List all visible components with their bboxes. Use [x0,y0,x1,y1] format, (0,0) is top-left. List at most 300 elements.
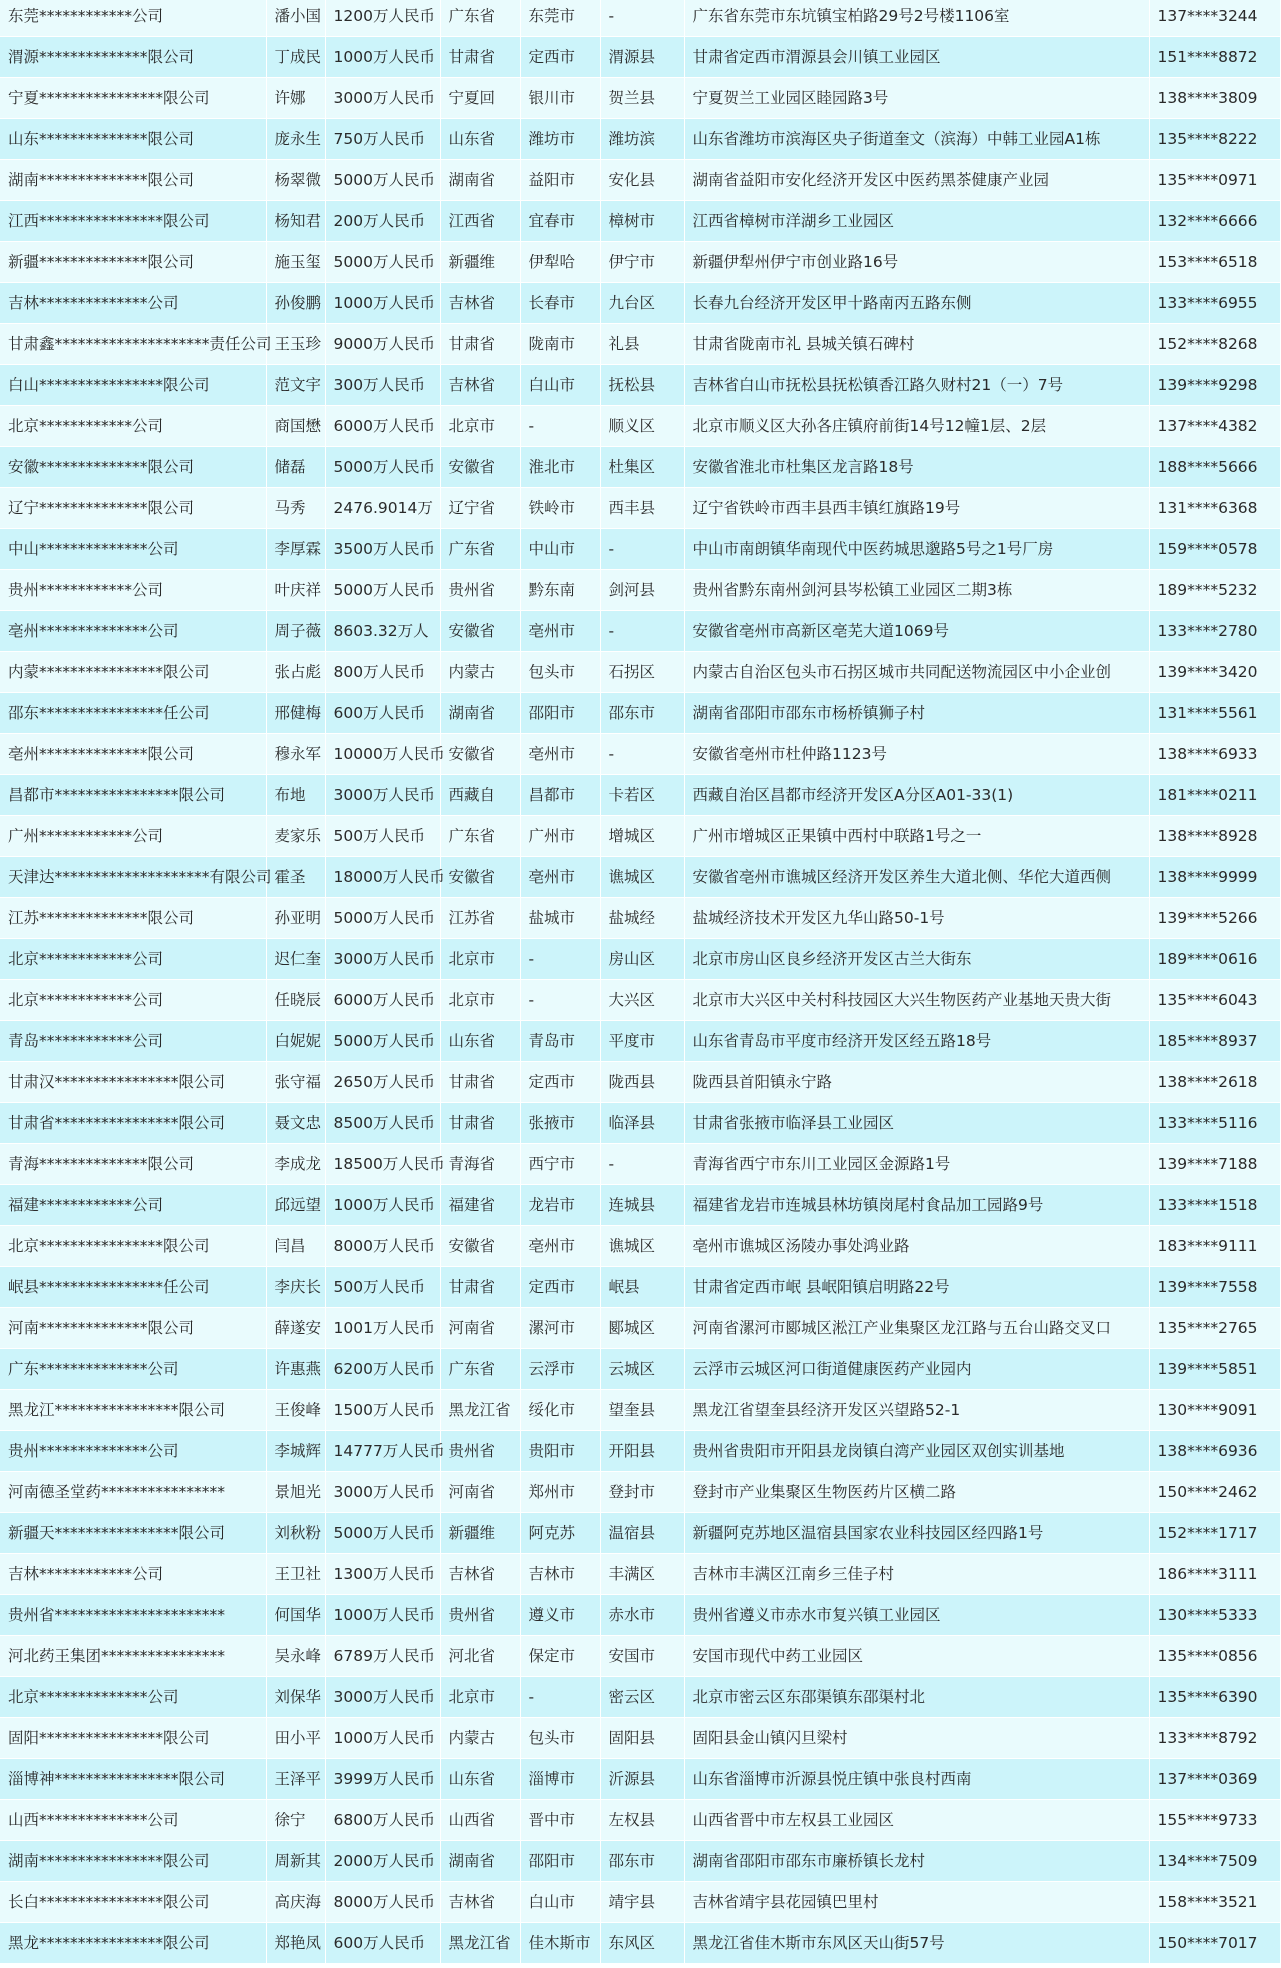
province-cell: 安徽省 [440,734,520,775]
legal-representative-cell: 李厚霖 [266,529,325,570]
address-cell: 湖南省邵阳市邵东市廉桥镇长龙村 [684,1841,1149,1882]
phone-cell: 137****0369 [1149,1759,1280,1800]
address-cell: 北京市密云区东邵渠镇东邵渠村北 [684,1677,1149,1718]
phone-cell: 189****0616 [1149,939,1280,980]
province-cell: 内蒙古 [440,652,520,693]
city-cell: 定西市 [520,1062,600,1103]
address-cell: 甘肃省张掖市临泽县工业园区 [684,1103,1149,1144]
table-row [0,693,1280,734]
phone-cell: 133****5116 [1149,1103,1280,1144]
district-cell: 东风区 [600,1923,684,1964]
city-cell: 遵义市 [520,1595,600,1636]
phone-cell: 139****7188 [1149,1144,1280,1185]
address-cell: 贵州省遵义市赤水市复兴镇工业园区 [684,1595,1149,1636]
city-cell: 佳木斯市 [520,1923,600,1964]
company-name-cell: 渭源**************限公司 [0,37,266,78]
province-cell: 贵州省 [440,570,520,611]
legal-representative-cell: 田小平 [266,1718,325,1759]
phone-cell: 139****5851 [1149,1349,1280,1390]
legal-representative-cell: 景旭光 [266,1472,325,1513]
phone-cell: 183****9111 [1149,1226,1280,1267]
phone-cell: 189****5232 [1149,570,1280,611]
legal-representative-cell: 郑艳凤 [266,1923,325,1964]
province-cell: 北京市 [440,406,520,447]
legal-representative-cell: 闫昌 [266,1226,325,1267]
province-cell: 湖南省 [440,693,520,734]
province-cell: 山东省 [440,1759,520,1800]
company-name-cell: 青海**************限公司 [0,1144,266,1185]
legal-representative-cell: 王卫社 [266,1554,325,1595]
legal-representative-cell: 邢健梅 [266,693,325,734]
district-cell: 潍坊滨 [600,119,684,160]
province-cell: 甘肃省 [440,37,520,78]
company-name-cell: 亳州**************公司 [0,611,266,652]
address-cell: 贵州省黔东南州剑河县岑松镇工业园区二期3栋 [684,570,1149,611]
legal-representative-cell: 聂文忠 [266,1103,325,1144]
registered-capital-cell: 5000万人民币 [325,160,440,201]
province-cell: 福建省 [440,1185,520,1226]
district-cell: 密云区 [600,1677,684,1718]
registered-capital-cell: 5000万人民币 [325,447,440,488]
district-cell: 丰满区 [600,1554,684,1595]
district-cell: - [600,1144,684,1185]
phone-cell: 135****0971 [1149,160,1280,201]
district-cell: 邵东市 [600,693,684,734]
phone-cell: 138****6936 [1149,1431,1280,1472]
legal-representative-cell: 杨翠微 [266,160,325,201]
district-cell: 安国市 [600,1636,684,1677]
company-name-cell: 甘肃汉****************限公司 [0,1062,266,1103]
registered-capital-cell: 1500万人民币 [325,1390,440,1431]
city-cell: 白山市 [520,1882,600,1923]
legal-representative-cell: 孙亚明 [266,898,325,939]
company-name-cell: 山西**************公司 [0,1800,266,1841]
city-cell: 铁岭市 [520,488,600,529]
table-row [0,1390,1280,1431]
phone-cell: 139****3420 [1149,652,1280,693]
address-cell: 湖南省益阳市安化经济开发区中医药黑茶健康产业园 [684,160,1149,201]
registered-capital-cell: 1000万人民币 [325,1718,440,1759]
district-cell: 剑河县 [600,570,684,611]
province-cell: 吉林省 [440,1882,520,1923]
phone-cell: 133****2780 [1149,611,1280,652]
registered-capital-cell: 2476.9014万 [325,488,440,529]
district-cell: 伊宁市 [600,242,684,283]
phone-cell: 186****3111 [1149,1554,1280,1595]
legal-representative-cell: 麦家乐 [266,816,325,857]
table-row [0,1021,1280,1062]
table-row [0,1062,1280,1103]
district-cell: 温宿县 [600,1513,684,1554]
address-cell: 安徽省淮北市杜集区龙言路18号 [684,447,1149,488]
district-cell: 礼县 [600,324,684,365]
legal-representative-cell: 吴永峰 [266,1636,325,1677]
province-cell: 北京市 [440,939,520,980]
city-cell: 云浮市 [520,1349,600,1390]
province-cell: 安徽省 [440,611,520,652]
registered-capital-cell: 5000万人民币 [325,1021,440,1062]
registered-capital-cell: 600万人民币 [325,1923,440,1964]
company-name-cell: 黑龙江****************限公司 [0,1390,266,1431]
address-cell: 安国市现代中药工业园区 [684,1636,1149,1677]
address-cell: 辽宁省铁岭市西丰县西丰镇红旗路19号 [684,488,1149,529]
table-row [0,1841,1280,1882]
address-cell: 黑龙江省佳木斯市东风区天山街57号 [684,1923,1149,1964]
city-cell: 银川市 [520,78,600,119]
registered-capital-cell: 800万人民币 [325,652,440,693]
district-cell: 沂源县 [600,1759,684,1800]
company-name-cell: 广州************公司 [0,816,266,857]
province-cell: 河南省 [440,1308,520,1349]
table-row [0,1923,1280,1964]
city-cell: 西宁市 [520,1144,600,1185]
legal-representative-cell: 杨知君 [266,201,325,242]
company-name-cell: 河南德圣堂药**************** [0,1472,266,1513]
legal-representative-cell: 李庆长 [266,1267,325,1308]
province-cell: 黑龙江省 [440,1923,520,1964]
company-name-cell: 北京************公司 [0,939,266,980]
province-cell: 广东省 [440,0,520,37]
table-row [0,1472,1280,1513]
registered-capital-cell: 1000万人民币 [325,1185,440,1226]
registered-capital-cell: 3000万人民币 [325,775,440,816]
city-cell: 陇南市 [520,324,600,365]
legal-representative-cell: 李成龙 [266,1144,325,1185]
legal-representative-cell: 孙俊鹏 [266,283,325,324]
company-name-cell: 昌都市****************限公司 [0,775,266,816]
phone-cell: 135****6390 [1149,1677,1280,1718]
table-row [0,611,1280,652]
district-cell: 岷县 [600,1267,684,1308]
address-cell: 北京市房山区良乡经济开发区古兰大街东 [684,939,1149,980]
district-cell: 盐城经 [600,898,684,939]
district-cell: 杜集区 [600,447,684,488]
phone-cell: 133****8792 [1149,1718,1280,1759]
table-row [0,78,1280,119]
company-name-cell: 贵州省********************** [0,1595,266,1636]
address-cell: 山东省潍坊市滨海区央子街道奎文（滨海）中韩工业园A1栋 [684,119,1149,160]
city-cell: 张掖市 [520,1103,600,1144]
table-row [0,488,1280,529]
district-cell: 登封市 [600,1472,684,1513]
address-cell: 新疆阿克苏地区温宿县国家农业科技园区经四路1号 [684,1513,1149,1554]
registered-capital-cell: 8000万人民币 [325,1882,440,1923]
city-cell: 定西市 [520,1267,600,1308]
province-cell: 江西省 [440,201,520,242]
registered-capital-cell: 1300万人民币 [325,1554,440,1595]
company-name-cell: 东莞************公司 [0,0,266,37]
company-name-cell: 湖南**************限公司 [0,160,266,201]
phone-cell: 152****1717 [1149,1513,1280,1554]
district-cell: - [600,734,684,775]
company-name-cell: 长白****************限公司 [0,1882,266,1923]
legal-representative-cell: 周新其 [266,1841,325,1882]
table-row [0,324,1280,365]
legal-representative-cell: 马秀 [266,488,325,529]
city-cell: - [520,980,600,1021]
company-name-cell: 北京**************公司 [0,1677,266,1718]
city-cell: 宜春市 [520,201,600,242]
phone-cell: 135****2765 [1149,1308,1280,1349]
registered-capital-cell: 6800万人民币 [325,1800,440,1841]
legal-representative-cell: 白妮妮 [266,1021,325,1062]
table-row [0,242,1280,283]
company-name-cell: 甘肃鑫********************责任公司 [0,324,266,365]
phone-cell: 150****2462 [1149,1472,1280,1513]
city-cell: - [520,939,600,980]
address-cell: 安徽省亳州市高新区亳芜大道1069号 [684,611,1149,652]
registered-capital-cell: 3000万人民币 [325,939,440,980]
district-cell: 连城县 [600,1185,684,1226]
table-row [0,1267,1280,1308]
city-cell: 青岛市 [520,1021,600,1062]
district-cell: 赤水市 [600,1595,684,1636]
company-name-cell: 甘肃省****************限公司 [0,1103,266,1144]
registered-capital-cell: 2000万人民币 [325,1841,440,1882]
company-name-cell: 吉林**************公司 [0,283,266,324]
registered-capital-cell: 18500万人民币 [325,1144,440,1185]
city-cell: 淄博市 [520,1759,600,1800]
address-cell: 青海省西宁市东川工业园区金源路1号 [684,1144,1149,1185]
phone-cell: 133****6955 [1149,283,1280,324]
phone-cell: 139****5266 [1149,898,1280,939]
table-row [0,1636,1280,1677]
registered-capital-cell: 8603.32万人 [325,611,440,652]
phone-cell: 158****3521 [1149,1882,1280,1923]
address-cell: 安徽省亳州市谯城区经济开发区养生大道北侧、华佗大道西侧 [684,857,1149,898]
address-cell: 吉林省靖宇县花园镇巴里村 [684,1882,1149,1923]
province-cell: 甘肃省 [440,1267,520,1308]
registered-capital-cell: 2650万人民币 [325,1062,440,1103]
table-row [0,529,1280,570]
company-name-cell: 广东**************公司 [0,1349,266,1390]
city-cell: 广州市 [520,816,600,857]
province-cell: 青海省 [440,1144,520,1185]
legal-representative-cell: 王玉珍 [266,324,325,365]
province-cell: 广东省 [440,1349,520,1390]
province-cell: 广东省 [440,529,520,570]
district-cell: 樟树市 [600,201,684,242]
district-cell: 卡若区 [600,775,684,816]
company-name-cell: 江西****************限公司 [0,201,266,242]
address-cell: 贵州省贵阳市开阳县龙岗镇白湾产业园区双创实训基地 [684,1431,1149,1472]
province-cell: 湖南省 [440,160,520,201]
table-row [0,1226,1280,1267]
province-cell: 吉林省 [440,365,520,406]
province-cell: 甘肃省 [440,324,520,365]
registered-capital-cell: 8000万人民币 [325,1226,440,1267]
registered-capital-cell: 10000万人民币 [325,734,440,775]
phone-cell: 151****8872 [1149,37,1280,78]
district-cell: 靖宇县 [600,1882,684,1923]
table-row [0,1185,1280,1226]
legal-representative-cell: 王泽平 [266,1759,325,1800]
address-cell: 福建省龙岩市连城县林坊镇岗尾村食品加工园路9号 [684,1185,1149,1226]
registered-capital-cell: 8500万人民币 [325,1103,440,1144]
city-cell: 长春市 [520,283,600,324]
city-cell: 亳州市 [520,857,600,898]
table-row [0,1677,1280,1718]
phone-cell: 131****5561 [1149,693,1280,734]
table-row [0,119,1280,160]
company-name-cell: 岷县****************任公司 [0,1267,266,1308]
table-row [0,1308,1280,1349]
province-cell: 黑龙江省 [440,1390,520,1431]
company-name-cell: 新疆天****************限公司 [0,1513,266,1554]
table-row [0,1349,1280,1390]
phone-cell: 130****5333 [1149,1595,1280,1636]
province-cell: 江苏省 [440,898,520,939]
address-cell: 西藏自治区昌都市经济开发区A分区A01-33(1) [684,775,1149,816]
registered-capital-cell: 6000万人民币 [325,980,440,1021]
legal-representative-cell: 施玉玺 [266,242,325,283]
phone-cell: 139****7558 [1149,1267,1280,1308]
legal-representative-cell: 布地 [266,775,325,816]
district-cell: 贺兰县 [600,78,684,119]
registered-capital-cell: 3500万人民币 [325,529,440,570]
registered-capital-cell: 14777万人民币 [325,1431,440,1472]
district-cell: 渭源县 [600,37,684,78]
legal-representative-cell: 何国华 [266,1595,325,1636]
phone-cell: 159****0578 [1149,529,1280,570]
legal-representative-cell: 徐宁 [266,1800,325,1841]
province-cell: 北京市 [440,980,520,1021]
registered-capital-cell: 6789万人民币 [325,1636,440,1677]
province-cell: 吉林省 [440,1554,520,1595]
company-name-cell: 北京************公司 [0,406,266,447]
company-name-cell: 山东**************限公司 [0,119,266,160]
phone-cell: 134****7509 [1149,1841,1280,1882]
phone-cell: 138****2618 [1149,1062,1280,1103]
city-cell: 盐城市 [520,898,600,939]
company-name-cell: 亳州**************限公司 [0,734,266,775]
registered-capital-cell: 6000万人民币 [325,406,440,447]
legal-representative-cell: 许惠燕 [266,1349,325,1390]
phone-cell: 152****8268 [1149,324,1280,365]
registered-capital-cell: 5000万人民币 [325,898,440,939]
phone-cell: 137****3244 [1149,0,1280,37]
district-cell: 房山区 [600,939,684,980]
address-cell: 广东省东莞市东坑镇宝柏路29号2号楼1106室 [684,0,1149,37]
district-cell: 邵东市 [600,1841,684,1882]
phone-cell: 135****8222 [1149,119,1280,160]
table-row [0,816,1280,857]
province-cell: 河北省 [440,1636,520,1677]
phone-cell: 153****6518 [1149,242,1280,283]
table-row [0,1800,1280,1841]
table-row [0,283,1280,324]
district-cell: 平度市 [600,1021,684,1062]
city-cell: 亳州市 [520,734,600,775]
address-cell: 宁夏贺兰工业园区睦园路3号 [684,78,1149,119]
district-cell: 安化县 [600,160,684,201]
city-cell: 亳州市 [520,611,600,652]
city-cell: 淮北市 [520,447,600,488]
phone-cell: 131****6368 [1149,488,1280,529]
address-cell: 山西省晋中市左权县工业园区 [684,1800,1149,1841]
district-cell: 九台区 [600,283,684,324]
registered-capital-cell: 1000万人民币 [325,37,440,78]
province-cell: 安徽省 [440,447,520,488]
phone-cell: 139****9298 [1149,365,1280,406]
city-cell: - [520,1677,600,1718]
district-cell: 谯城区 [600,857,684,898]
city-cell: 白山市 [520,365,600,406]
legal-representative-cell: 潘小国 [266,0,325,37]
legal-representative-cell: 王俊峰 [266,1390,325,1431]
province-cell: 北京市 [440,1677,520,1718]
district-cell: - [600,0,684,37]
city-cell: 邵阳市 [520,693,600,734]
province-cell: 安徽省 [440,857,520,898]
city-cell: 吉林市 [520,1554,600,1595]
company-name-cell: 青岛************公司 [0,1021,266,1062]
registered-capital-cell: 300万人民币 [325,365,440,406]
province-cell: 辽宁省 [440,488,520,529]
city-cell: 昌都市 [520,775,600,816]
city-cell: 阿克苏 [520,1513,600,1554]
company-name-cell: 湖南****************限公司 [0,1841,266,1882]
company-name-cell: 黑龙****************限公司 [0,1923,266,1964]
table-row [0,447,1280,488]
phone-cell: 181****0211 [1149,775,1280,816]
company-name-cell: 贵州**************公司 [0,1431,266,1472]
table-row [0,406,1280,447]
address-cell: 中山市南朗镇华南现代中医药城思邈路5号之1号厂房 [684,529,1149,570]
city-cell: 保定市 [520,1636,600,1677]
address-cell: 安徽省亳州市杜仲路1123号 [684,734,1149,775]
district-cell: 临泽县 [600,1103,684,1144]
table-row [0,857,1280,898]
district-cell: 顺义区 [600,406,684,447]
registered-capital-cell: 1001万人民币 [325,1308,440,1349]
company-name-cell: 吉林************公司 [0,1554,266,1595]
province-cell: 新疆维 [440,1513,520,1554]
registered-capital-cell: 5000万人民币 [325,1513,440,1554]
table-row [0,898,1280,939]
registered-capital-cell: 6200万人民币 [325,1349,440,1390]
address-cell: 甘肃省陇南市礼 县城关镇石碑村 [684,324,1149,365]
legal-representative-cell: 许娜 [266,78,325,119]
city-cell: 包头市 [520,1718,600,1759]
phone-cell: 138****3809 [1149,78,1280,119]
table-row [0,365,1280,406]
table-row [0,201,1280,242]
province-cell: 甘肃省 [440,1062,520,1103]
address-cell: 吉林省白山市抚松县抚松镇香江路久财村21（一）7号 [684,365,1149,406]
table-row [0,1431,1280,1472]
address-cell: 湖南省邵阳市邵东市杨桥镇狮子村 [684,693,1149,734]
legal-representative-cell: 穆永军 [266,734,325,775]
registered-capital-cell: 9000万人民币 [325,324,440,365]
address-cell: 广州市增城区正果镇中西村中联路1号之一 [684,816,1149,857]
province-cell: 贵州省 [440,1431,520,1472]
legal-representative-cell: 李城辉 [266,1431,325,1472]
company-name-cell: 贵州************公司 [0,570,266,611]
address-cell: 北京市大兴区中关村科技园区大兴生物医药产业基地天贵大街 [684,980,1149,1021]
legal-representative-cell: 刘保华 [266,1677,325,1718]
address-cell: 长春九台经济开发区甲十路南丙五路东侧 [684,283,1149,324]
address-cell: 甘肃省定西市渭源县会川镇工业园区 [684,37,1149,78]
registered-capital-cell: 5000万人民币 [325,570,440,611]
company-name-cell: 河北药王集团**************** [0,1636,266,1677]
registered-capital-cell: 1000万人民币 [325,1595,440,1636]
city-cell: 包头市 [520,652,600,693]
address-cell: 新疆伊犁州伊宁市创业路16号 [684,242,1149,283]
city-cell: 郑州市 [520,1472,600,1513]
company-name-cell: 新疆**************限公司 [0,242,266,283]
city-cell: 定西市 [520,37,600,78]
